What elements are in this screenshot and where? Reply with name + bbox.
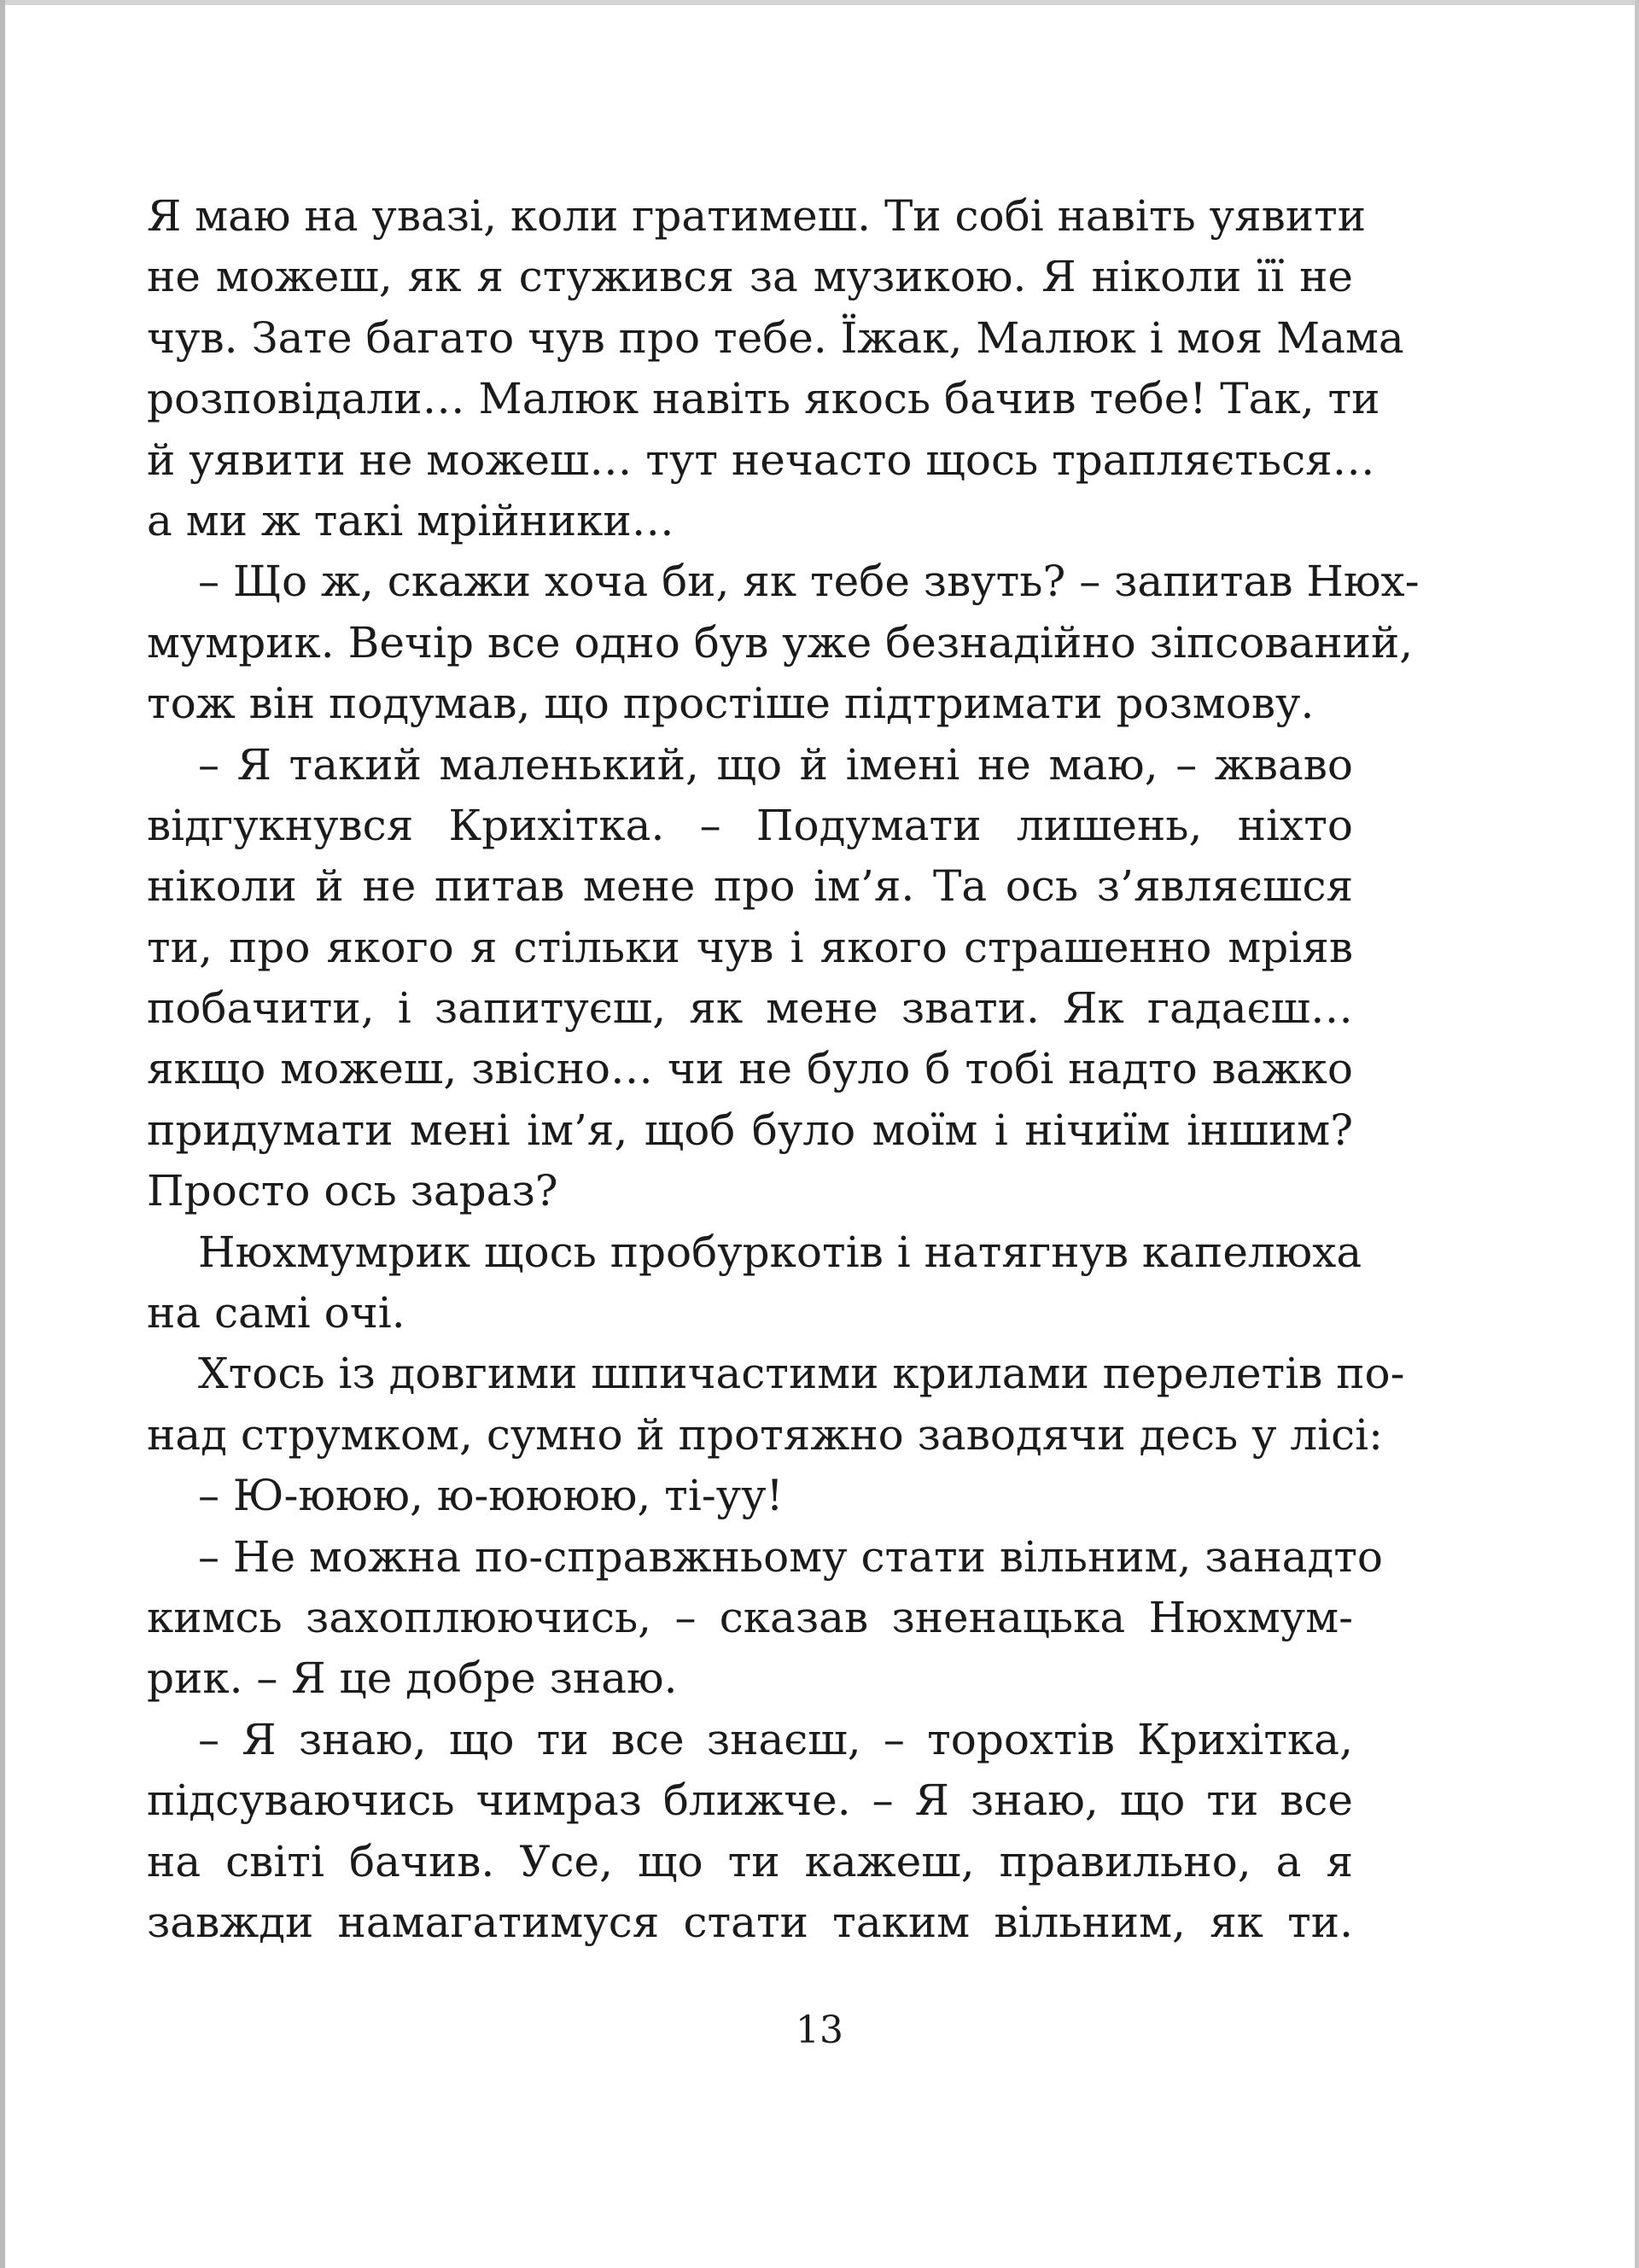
text-line: – Я знаю, що ти все знаєш, – торохтів Крихітка, <box>198 1714 1353 1764</box>
text-line: якщо можеш, звісно… чи не було б тобі надто важко <box>147 1044 1353 1094</box>
page-right-edge <box>1635 0 1639 2268</box>
text-line: тож він подумав, що простіше підтримати розмову. <box>147 679 1315 729</box>
text-line: на світі бачив. Усе, що ти кажеш, правильно, а я <box>147 1836 1353 1886</box>
text-line: чув. Зате багато чув про тебе. Їжак, Малюк і моя Мама <box>147 312 1404 363</box>
text-line: підсуваючись чимраз ближче. – Я знаю, що ти все <box>147 1775 1353 1826</box>
text-line: Нюхмумрик щось пробуркотів і натягнув капелюха <box>198 1227 1362 1277</box>
text-line: – Що ж, скажи хоча би, як тебе звуть? – запитав Нюх- <box>198 557 1420 607</box>
text-line: відгукнувся Крихітка. – Подумати лишень, ніхто <box>147 800 1353 850</box>
text-line: Просто ось зараз? <box>147 1166 558 1216</box>
text-line: кимсь захоплюючись, – сказав зненацька Нюхмум- <box>147 1592 1353 1642</box>
text-line: Я маю на увазі, коли гратимеш. Ти собі навіть уявити <box>147 191 1367 241</box>
page-left-edge <box>0 0 5 2268</box>
text-line: над струмком, сумно й протяжно заводячи десь у лісі: <box>147 1409 1383 1460</box>
text-line: – Ю-ююю, ю-юююю, ті-уу! <box>198 1471 784 1521</box>
body-text <box>147 186 1420 1953</box>
text-line: на самі очі. <box>147 1288 405 1338</box>
text-line: мумрик. Вечір все одно був уже безнадійно зіпсований, <box>147 617 1414 668</box>
text-line: – Не можна по-справжньому стати вільним, занадто <box>198 1531 1384 1582</box>
text-line: розповідали… Малюк навіть якось бачив тебе! Так, ти <box>147 374 1380 424</box>
page-top-edge <box>0 0 1639 5</box>
text-line: Хтось із довгими шпичастими крилами перелетів по- <box>198 1349 1405 1399</box>
text-line: завжди намагатимуся стати таким вільним, як ти. <box>147 1897 1353 1947</box>
text-line: рик. – Я це добре знаю. <box>147 1653 678 1704</box>
text-line: не можеш, як я стужився за музикою. Я ніколи її не <box>147 252 1353 302</box>
text-line: ніколи й не питав мене про ім’я. Та ось з’являєшся <box>147 861 1353 912</box>
text-line: побачити, і запитуєш, як мене звати. Як гадаєш… <box>147 983 1353 1034</box>
text-line: – Я такий маленький, що й імені не маю, – жваво <box>198 739 1353 790</box>
text-line: й уявити не можеш… тут нечасто щось трапляється… <box>147 434 1375 485</box>
page-number: 13 <box>796 2009 843 2052</box>
text-line: ти, про якого я стільки чув і якого страшенно мріяв <box>147 922 1353 972</box>
text-line: придумати мені ім’я, щоб було моїм і нічиїм іншим? <box>147 1105 1353 1155</box>
text-line: а ми ж такі мрійники… <box>147 495 674 545</box>
